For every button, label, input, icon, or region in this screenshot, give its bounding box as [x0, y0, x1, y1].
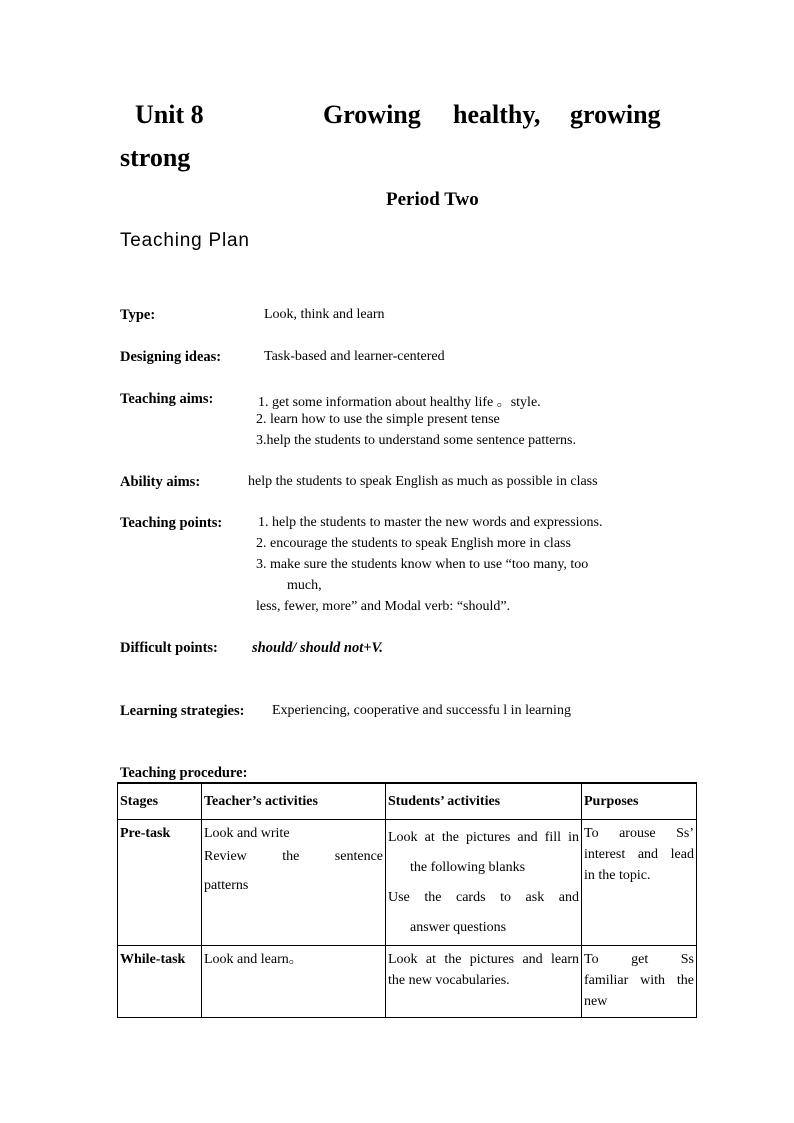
- teaching-aims-label: Teaching aims:: [120, 391, 214, 407]
- teaching-point-3-end: less, fewer, more” and Modal verb: “should”.: [256, 599, 511, 614]
- difficult-points-label: Difficult points:: [120, 640, 218, 656]
- students-line: Look at the pictures and learn: [388, 952, 579, 967]
- purpose-cell: [582, 946, 697, 1018]
- teaching-aim-1: 1. get some information about healthy life 。style.: [258, 395, 541, 410]
- teacher-line: Look and write: [204, 826, 290, 841]
- teaching-aim-2: 2. learn how to use the simple present tense: [256, 412, 500, 427]
- title-unit: Unit 8: [135, 100, 204, 129]
- difficult-points-value: should/ should not+V.: [252, 640, 383, 656]
- purpose-line: familiar with the: [584, 973, 694, 988]
- stage-cell: Pre-task: [118, 820, 202, 946]
- students-line: the new vocabularies.: [388, 973, 510, 988]
- students-line: the following blanks: [410, 860, 526, 875]
- procedure-table: [117, 782, 697, 1018]
- header-stages: Stages: [118, 783, 202, 820]
- ability-aims-label: Ability aims:: [120, 474, 201, 490]
- teacher-line: Review the sentence: [204, 849, 383, 864]
- students-cell: [386, 820, 582, 946]
- purpose-line: To get Ss: [584, 952, 694, 967]
- type-label: Type:: [120, 307, 156, 323]
- teaching-aim-3: 3.help the students to understand some sentence patterns.: [256, 433, 576, 448]
- title-line-2: strong: [120, 143, 191, 172]
- designing-ideas-value: Task-based and learner-centered: [264, 349, 445, 364]
- purpose-cell: [582, 820, 697, 946]
- students-line: answer questions: [410, 920, 507, 935]
- students-line: Look at the pictures and fill in: [388, 830, 579, 845]
- learning-strategies-label: Learning strategies:: [120, 703, 245, 719]
- type-value: Look, think and learn: [264, 307, 385, 322]
- title-word-2: healthy,: [453, 100, 541, 129]
- teaching-point-3: 3. make sure the students know when to use “too many, too: [256, 557, 589, 572]
- stage-cell: While-task: [118, 946, 202, 1018]
- teaching-points-label: Teaching points:: [120, 515, 223, 531]
- teaching-point-1: 1. help the students to master the new words and expressions.: [258, 515, 603, 530]
- purpose-line: in the topic.: [584, 868, 651, 883]
- teaching-plan-heading: Teaching Plan: [120, 230, 250, 251]
- table-row: [118, 820, 697, 946]
- period-heading: Period Two: [386, 189, 479, 210]
- title-word-1: Growing: [323, 100, 421, 129]
- header-purposes: Purposes: [582, 783, 697, 820]
- header-teacher-activities: Teacher’s activities: [202, 783, 386, 820]
- teaching-point-3-cont: much,: [287, 578, 322, 593]
- purpose-line: To arouse Ss’: [584, 826, 694, 841]
- learning-strategies-value: Experiencing, cooperative and successfu l in learning: [272, 703, 571, 718]
- purpose-line: interest and lead: [584, 847, 694, 862]
- teaching-procedure-label: Teaching procedure:: [120, 765, 248, 781]
- teacher-cell: [202, 820, 386, 946]
- students-line: Use the cards to ask and: [388, 890, 579, 905]
- teacher-cell: [202, 946, 386, 1018]
- designing-ideas-label: Designing ideas:: [120, 349, 222, 365]
- ability-aims-value: help the students to speak English as much as possible in class: [248, 474, 598, 489]
- teaching-point-2: 2. encourage the students to speak English more in class: [256, 536, 571, 551]
- header-students-activities: Students’ activities: [386, 783, 582, 820]
- table-header-row: [118, 783, 697, 820]
- students-cell: [386, 946, 582, 1018]
- teacher-line: patterns: [204, 878, 249, 893]
- table-row: [118, 946, 697, 1018]
- purpose-line: new: [584, 994, 608, 1009]
- title-word-3: growing: [570, 100, 661, 129]
- teacher-line: Look and learn。: [204, 952, 303, 967]
